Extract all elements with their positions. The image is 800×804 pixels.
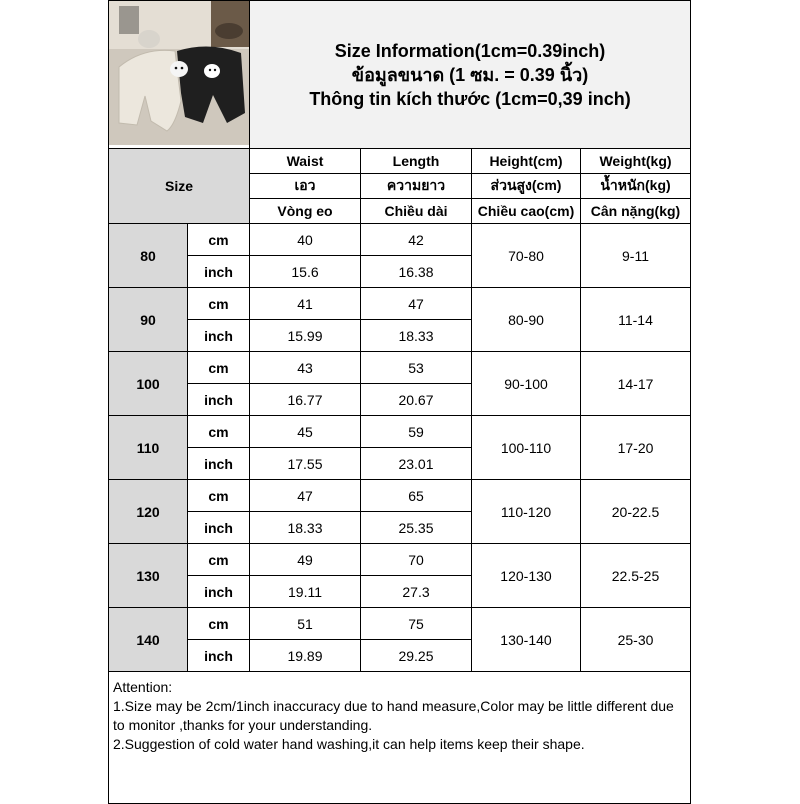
unit-inch-label: inch — [188, 576, 250, 608]
waist-inch: 16.77 — [250, 384, 361, 416]
waist-cm: 45 — [250, 416, 361, 448]
weight-range: 25-30 — [581, 608, 691, 672]
unit-cm-label: cm — [188, 544, 250, 576]
unit-cm-label: cm — [188, 480, 250, 512]
size-value: 130 — [109, 544, 188, 608]
weight-range: 22.5-25 — [581, 544, 691, 608]
unit-inch-label: inch — [188, 448, 250, 480]
length-cm: 65 — [361, 480, 472, 512]
weight-header-th: น้ำหนัก(kg) — [581, 174, 691, 199]
waist-header-en: Waist — [250, 149, 361, 174]
attention-note-2: 2.Suggestion of cold water hand washing,it can help items keep their shape. — [113, 736, 585, 752]
height-range: 70-80 — [472, 224, 581, 288]
weight-header-vi: Cân nặng(kg) — [581, 199, 691, 224]
length-inch: 25.35 — [361, 512, 472, 544]
length-cm: 75 — [361, 608, 472, 640]
waist-inch: 15.6 — [250, 256, 361, 288]
length-cm: 42 — [361, 224, 472, 256]
length-cm: 53 — [361, 352, 472, 384]
title-vietnamese: Thông tin kích thước (1cm=0,39 inch) — [309, 88, 631, 109]
size-value: 140 — [109, 608, 188, 672]
waist-inch: 19.89 — [250, 640, 361, 672]
weight-range: 14-17 — [581, 352, 691, 416]
unit-cm-label: cm — [188, 224, 250, 256]
height-range: 90-100 — [472, 352, 581, 416]
weight-range: 11-14 — [581, 288, 691, 352]
unit-inch-label: inch — [188, 384, 250, 416]
weight-range: 17-20 — [581, 416, 691, 480]
unit-cm-label: cm — [188, 416, 250, 448]
size-value: 90 — [109, 288, 188, 352]
length-inch: 20.67 — [361, 384, 472, 416]
waist-cm: 47 — [250, 480, 361, 512]
height-range: 110-120 — [472, 480, 581, 544]
length-cm: 70 — [361, 544, 472, 576]
unit-inch-label: inch — [188, 512, 250, 544]
waist-cm: 51 — [250, 608, 361, 640]
waist-header-vi: Vòng eo — [250, 199, 361, 224]
waist-inch: 19.11 — [250, 576, 361, 608]
weight-range: 20-22.5 — [581, 480, 691, 544]
length-cm: 47 — [361, 288, 472, 320]
title-english: Size Information(1cm=0.39inch) — [334, 40, 606, 61]
unit-inch-label: inch — [188, 320, 250, 352]
unit-cm-label: cm — [188, 352, 250, 384]
attention-note-1: 1.Size may be 2cm/1inch inaccuracy due to hand measure,Color may be little different due to monitor ,thanks for your understanding. — [113, 698, 674, 733]
size-value: 110 — [109, 416, 188, 480]
weight-range: 9-11 — [581, 224, 691, 288]
length-inch: 18.33 — [361, 320, 472, 352]
height-range: 100-110 — [472, 416, 581, 480]
length-cm: 59 — [361, 416, 472, 448]
unit-inch-label: inch — [188, 640, 250, 672]
unit-inch-label: inch — [188, 256, 250, 288]
waist-inch: 18.33 — [250, 512, 361, 544]
length-header-th: ความยาว — [361, 174, 472, 199]
waist-cm: 41 — [250, 288, 361, 320]
length-header-vi: Chiều dài — [361, 199, 472, 224]
length-header-en: Length — [361, 149, 472, 174]
waist-cm: 43 — [250, 352, 361, 384]
waist-inch: 15.99 — [250, 320, 361, 352]
height-range: 80-90 — [472, 288, 581, 352]
size-value: 80 — [109, 224, 188, 288]
size-table — [108, 0, 691, 804]
unit-cm-label: cm — [188, 288, 250, 320]
size-header: Size — [109, 149, 250, 224]
waist-inch: 17.55 — [250, 448, 361, 480]
weight-header-en: Weight(kg) — [581, 149, 691, 174]
length-inch: 16.38 — [361, 256, 472, 288]
size-value: 100 — [109, 352, 188, 416]
attention-notes — [109, 672, 691, 804]
length-inch: 27.3 — [361, 576, 472, 608]
title-thai: ข้อมูลขนาด (1 ซม. = 0.39 นิ้ว) — [351, 64, 589, 85]
height-range: 120-130 — [472, 544, 581, 608]
attention-heading: Attention: — [113, 679, 173, 695]
height-range: 130-140 — [472, 608, 581, 672]
height-header-vi: Chiều cao(cm) — [472, 199, 581, 224]
waist-cm: 40 — [250, 224, 361, 256]
size-value: 120 — [109, 480, 188, 544]
height-header-th: ส่วนสูง(cm) — [472, 174, 581, 199]
unit-cm-label: cm — [188, 608, 250, 640]
product-photo — [109, 1, 250, 149]
waist-header-th: เอว — [250, 174, 361, 199]
product-photo-image — [109, 1, 250, 145]
length-inch: 29.25 — [361, 640, 472, 672]
length-inch: 23.01 — [361, 448, 472, 480]
size-chart — [108, 0, 690, 800]
height-header-en: Height(cm) — [472, 149, 581, 174]
title-block — [250, 1, 691, 149]
waist-cm: 49 — [250, 544, 361, 576]
